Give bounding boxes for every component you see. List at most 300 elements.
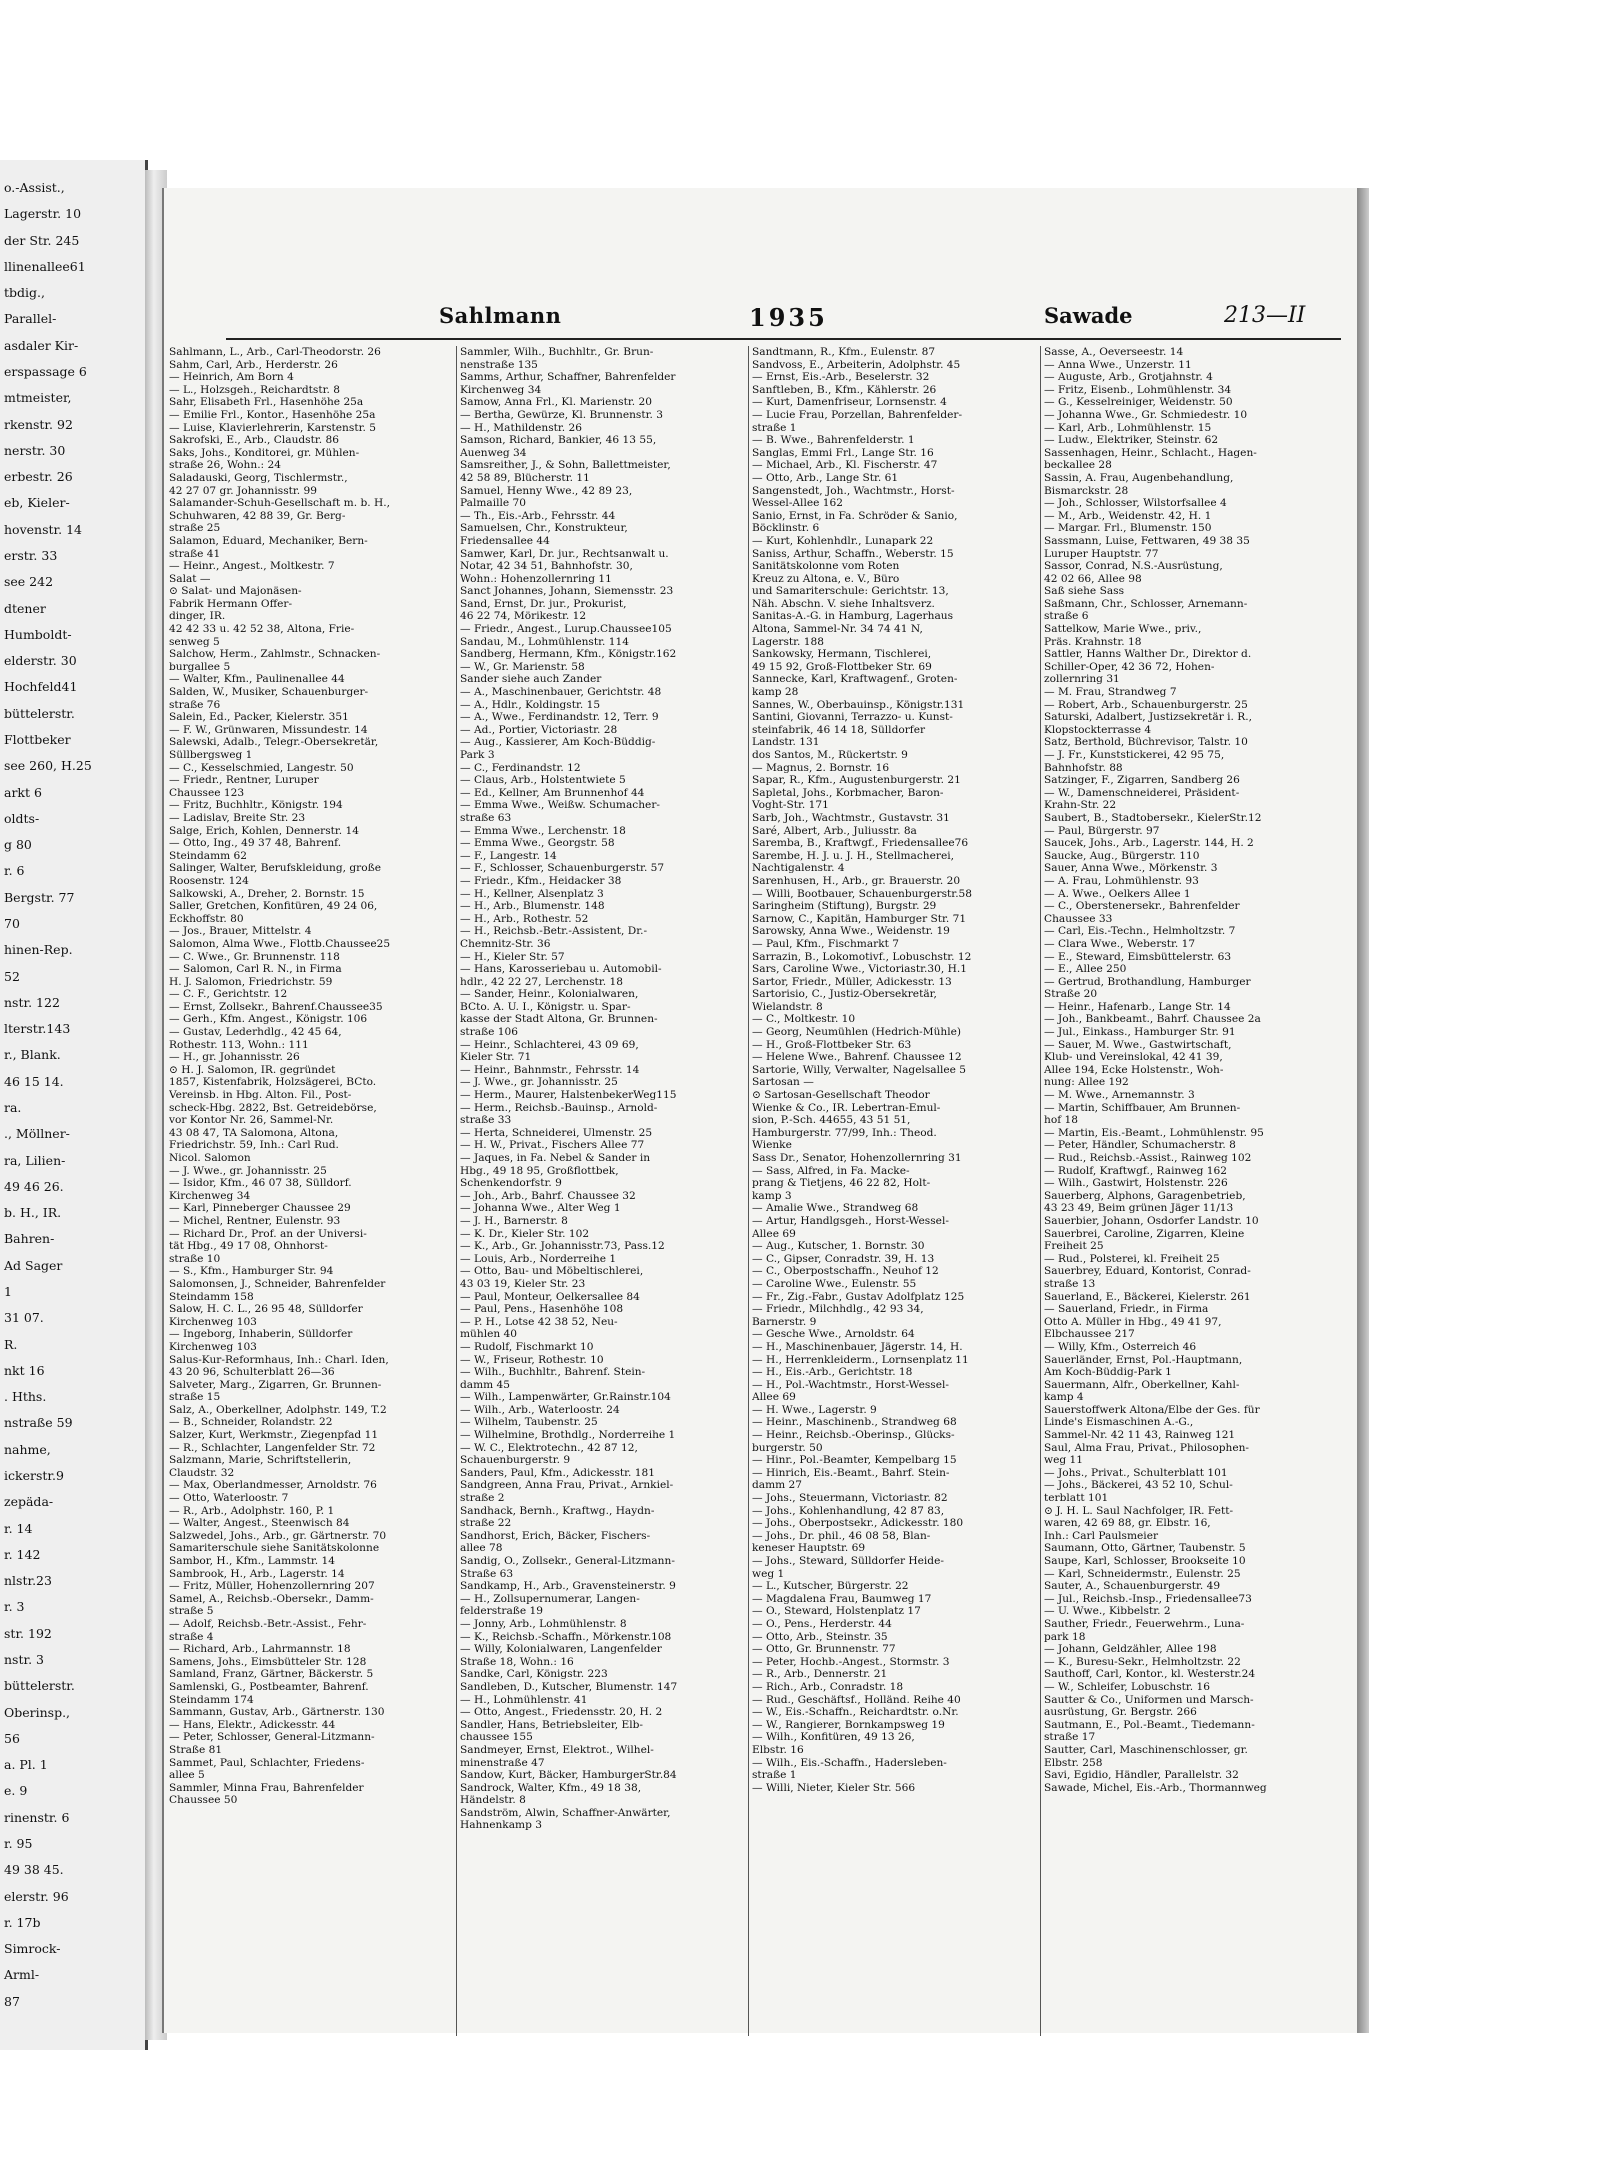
directory-entry-line: weg 11 xyxy=(1044,1454,1083,1467)
facing-page-text: oldts- xyxy=(4,810,40,826)
directory-entry-line: — Karl, Arb., Lohmühlenstr. 15 xyxy=(1044,421,1212,434)
column-separator xyxy=(456,346,457,2036)
directory-entry-line: Steindamm 158 xyxy=(169,1290,254,1303)
directory-entry-line: Hamburgerstr. 77/99, Inh.: Theod. xyxy=(752,1126,937,1139)
directory-entry-line: — Sander, Heinr., Kolonialwaren, xyxy=(460,988,639,1001)
directory-entry-line: — Martin, Schiffbauer, Am Brunnen- xyxy=(1044,1101,1241,1114)
directory-entry-line: Sauerländer, Ernst, Pol.-Hauptmann, xyxy=(1044,1353,1243,1366)
facing-page-text: r. 6 xyxy=(4,863,25,879)
directory-entry-line: Saré, Albert, Arb., Juliusstr. 8a xyxy=(752,824,917,837)
directory-entry-line: straße 33 xyxy=(460,1114,512,1127)
directory-entry-line: Steindamm 62 xyxy=(169,849,248,862)
directory-entry-line: — Willy, Kfm., Osterreich 46 xyxy=(1044,1340,1197,1353)
directory-entry-line: — Otto, Bau- und Möbeltischlerei, xyxy=(460,1265,644,1278)
directory-entry-line: Fabrik Hermann Offer- xyxy=(169,597,293,610)
directory-entry-line: Sarrazin, B., Lokomotivf., Lobuschstr. 12 xyxy=(752,950,972,963)
directory-entry-line: Böcklinstr. 6 xyxy=(752,522,820,535)
directory-entry-line: Sasse, A., Oeverseestr. 14 xyxy=(1044,346,1184,358)
facing-page-text: büttelerstr. xyxy=(4,1678,75,1694)
directory-entry-line: Salzer, Kurt, Werkmstr., Ziegenpfad 11 xyxy=(169,1429,379,1442)
directory-entry-line: Sandrock, Walter, Kfm., 49 18 38, xyxy=(460,1781,642,1794)
directory-entry-line: Sandau, M., Lohmühlenstr. 114 xyxy=(460,635,629,648)
directory-entry-line: straße 25 xyxy=(169,522,221,535)
directory-entry-line: vor Kontor Nr. 26, Sammel-Nr. xyxy=(169,1114,334,1127)
directory-entry-line: — O., Steward, Holstenplatz 17 xyxy=(752,1605,921,1618)
directory-entry-line: Altona, Sammel-Nr. 34 74 41 N, xyxy=(752,623,923,636)
directory-entry-line: mühlen 40 xyxy=(460,1328,518,1341)
directory-entry-line: straße 13 xyxy=(1044,1277,1096,1290)
directory-entry-line: Sarembe, H. J. u. J. H., Stellmacherei, xyxy=(752,849,954,862)
directory-entry-line: Salamander-Schuh-Gesellschaft m. b. H., xyxy=(169,497,390,510)
directory-entry-line: Palmaille 70 xyxy=(460,497,526,510)
facing-page-text: der Str. 245 xyxy=(4,232,80,248)
facing-page-text: Bergstr. 77 xyxy=(4,889,75,905)
directory-entry-line: — Joh., Bankbeamt., Bahrf. Chaussee 2a xyxy=(1044,1013,1261,1026)
directory-entry-line: — Otto, Waterloostr. 7 xyxy=(169,1492,289,1505)
facing-page-text: eb, Kieler- xyxy=(4,495,70,511)
directory-entry-line: weg 1 xyxy=(752,1567,785,1580)
directory-entry-line: 42 58 89, Blücherstr. 11 xyxy=(460,471,590,484)
directory-entry-line: waren, 42 69 88, gr. Elbstr. 16, xyxy=(1044,1517,1211,1530)
directory-entry-line: straße 15 xyxy=(169,1391,221,1404)
directory-entry-line: Sandleben, D., Kutscher, Blumenstr. 147 xyxy=(460,1680,678,1693)
column-separator xyxy=(748,346,749,2036)
directory-entry-line: — Wilh., Konfitüren, 49 13 26, xyxy=(752,1731,915,1744)
directory-entry-line: steinfabrik, 46 14 18, Sülldorfer xyxy=(752,723,926,736)
directory-page xyxy=(162,188,1359,2033)
directory-entry-line: Sambrook, H., Arb., Lagerstr. 14 xyxy=(169,1567,345,1580)
directory-entry-line: Sauthoff, Carl, Kontor., kl. Westerstr.24 xyxy=(1044,1668,1256,1681)
directory-entry-line: Schauenburgerstr. 9 xyxy=(460,1454,571,1467)
directory-entry-line: Sassin, A. Frau, Augenbehandlung, xyxy=(1044,471,1234,484)
facing-page-text: lterstr.143 xyxy=(4,1021,71,1037)
facing-page-text: str. 192 xyxy=(4,1625,52,1641)
directory-entry-line: — Margar. Frl., Blumenstr. 150 xyxy=(1044,522,1212,535)
directory-entry-line: Chaussee 50 xyxy=(169,1794,238,1807)
directory-entry-line: Samuel, Henny Wwe., 42 89 23, xyxy=(460,484,633,497)
directory-entry-line: minenstraße 47 xyxy=(460,1756,545,1769)
facing-page-text: rinenstr. 6 xyxy=(4,1809,70,1825)
directory-entry-line: — Jul., Einkass., Hamburger Str. 91 xyxy=(1044,1026,1236,1039)
directory-entry-line: Kreuz zu Altona, e. V., Büro xyxy=(752,572,900,585)
directory-entry-line: — C., Gipser, Conradstr. 39, H. 13 xyxy=(752,1252,935,1265)
facing-page-text: erstr. 33 xyxy=(4,548,58,563)
directory-entry-line: — M. Frau, Strandweg 7 xyxy=(1044,686,1177,699)
directory-entry-line: — K., Arb., Gr. Johannisstr.73, Pass.12 xyxy=(460,1240,665,1253)
directory-entry-line: — Johann, Geldzähler, Allee 198 xyxy=(1044,1643,1217,1656)
facing-page-text: Arml- xyxy=(4,1967,40,1983)
directory-entry-line: Sammler, Wilh., Buchhltr., Gr. Brun- xyxy=(460,346,654,358)
directory-entry-line: Sartor, Friedr., Müller, Adickesstr. 13 xyxy=(752,975,952,988)
directory-entry-line: 43 23 49, Beim grünen Jäger 11/13 xyxy=(1044,1202,1234,1215)
directory-entry-line: — J. Wwe., gr. Johannisstr. 25 xyxy=(460,1076,618,1089)
directory-entry-line: scheck-Hbg. 2822, Bst. Getreidebörse, xyxy=(169,1101,377,1114)
directory-entry-line: Saubert, B., Stadtobersekr., KielerStr.12 xyxy=(1044,811,1262,824)
directory-entry-line: — Wilh., Eis.-Schaffn., Hadersleben- xyxy=(752,1756,947,1769)
directory-entry-line: Krahn-Str. 22 xyxy=(1044,799,1117,812)
directory-entry-line: Sapar, R., Kfm., Augustenburgerstr. 21 xyxy=(752,774,961,787)
directory-entry-line: — Clara Wwe., Weberstr. 17 xyxy=(1044,937,1196,950)
directory-entry-line: Sandkamp, H., Arb., Gravensteinerstr. 9 xyxy=(460,1580,676,1593)
directory-entry-line: straße 6 xyxy=(1044,610,1089,623)
directory-entry-line: Sanders, Paul, Kfm., Adickesstr. 181 xyxy=(460,1466,656,1479)
directory-entry-line: — Peter, Händler, Schumacherstr. 8 xyxy=(1044,1139,1236,1152)
directory-entry-line: — Johs., Steuermann, Victoriastr. 82 xyxy=(752,1492,948,1505)
directory-entry-line: — H., Zollsupernumerar, Langen- xyxy=(460,1592,640,1605)
facing-page-text: nlstr.23 xyxy=(4,1573,52,1589)
directory-entry-line: Vereinsb. in Hbg. Alton. Fil., Post- xyxy=(169,1089,352,1102)
directory-entry-line: Sassenhagen, Heinr., Schlacht., Hagen- xyxy=(1044,446,1257,459)
directory-entry-line: Sandhack, Bernh., Kraftwg., Haydn- xyxy=(460,1504,655,1517)
directory-entry-line: Saks, Johs., Konditorei, gr. Mühlen- xyxy=(169,446,360,459)
directory-entry-line: — Otto, Gr. Brunnenstr. 77 xyxy=(752,1643,896,1656)
facing-page-text: r., Blank. xyxy=(4,1047,61,1063)
directory-entry-line: Voght-Str. 171 xyxy=(752,799,829,812)
directory-entry-line: — Friedr., Kfm., Heidacker 38 xyxy=(460,874,622,887)
directory-entry-line: — Otto, Arb., Steinstr. 35 xyxy=(752,1630,888,1643)
directory-entry-line: — Claus, Arb., Holstentwiete 5 xyxy=(460,774,626,787)
directory-entry-line: Sandberg, Hermann, Kfm., Königstr.162 xyxy=(460,648,677,661)
directory-entry-line: Salz, A., Oberkellner, Adolphstr. 149, T.2 xyxy=(169,1403,387,1416)
directory-entry-line: Kirchenweg 103 xyxy=(169,1315,257,1328)
directory-entry-line: — Isidor, Kfm., 46 07 38, Sülldorf. xyxy=(169,1177,352,1190)
facing-page-text: nstraße 59 xyxy=(4,1415,73,1431)
facing-page-text: zepäda- xyxy=(4,1494,54,1510)
directory-entry-line: — Aug., Kassierer, Am Koch-Büddig- xyxy=(460,736,656,749)
directory-entry-line: sion, P.-Sch. 44655, 43 51 51, xyxy=(752,1114,911,1127)
facing-page-text: R. xyxy=(4,1336,18,1352)
directory-entry-line: Nicol. Salomon xyxy=(169,1152,251,1164)
directory-entry-line: Kirchenweg 103 xyxy=(169,1340,257,1353)
directory-entry-line: — Wilhelmine, Brothdlg., Norderreihe 1 xyxy=(460,1429,676,1442)
entry-column-2 xyxy=(460,346,742,1832)
facing-page-text: Simrock- xyxy=(4,1941,61,1957)
directory-entry-line: — Otto, Angest., Friedensstr. 20, H. 2 xyxy=(460,1706,663,1719)
directory-entry-line: — Max, Oberlandmesser, Arnoldstr. 76 xyxy=(169,1479,377,1492)
directory-entry-line: Sammel-Nr. 42 11 43, Rainweg 121 xyxy=(1044,1429,1236,1442)
directory-entry-line: — Johs., Steward, Sülldorfer Heide- xyxy=(752,1555,944,1567)
directory-entry-line: Salzwedel, Johs., Arb., gr. Gärtnerstr. 70 xyxy=(169,1529,387,1542)
directory-entry-line: Saumann, Otto, Gärtner, Taubenstr. 5 xyxy=(1044,1542,1246,1555)
directory-entry-line: Hahnenkamp 3 xyxy=(460,1819,542,1832)
directory-entry-line: Saringheim (Stiftung), Burgstr. 29 xyxy=(752,900,937,913)
directory-entry-line: Salden, W., Musiker, Schauenburger- xyxy=(169,686,369,699)
facing-page-text: ra, Lilien- xyxy=(4,1152,66,1168)
directory-entry-line: — S., Kfm., Hamburger Str. 94 xyxy=(169,1265,334,1278)
directory-entry-line: Allee 69 xyxy=(752,1391,796,1404)
directory-entry-line: — Emma Wwe., Weißw. Schumacher- xyxy=(460,799,660,812)
directory-entry-line: Sattelkow, Marie Wwe., priv., xyxy=(1044,623,1202,636)
directory-entry-line: — Emilie Frl., Kontor., Hasenhöhe 25a xyxy=(169,408,376,421)
directory-entry-line: — A., Wwe., Ferdinandstr. 12, Terr. 9 xyxy=(460,711,659,724)
directory-entry-line: — W., Friseur, Rothestr. 10 xyxy=(460,1353,604,1366)
directory-entry-line: Sassmann, Luise, Fettwaren, 49 38 35 xyxy=(1044,534,1250,547)
directory-entry-line: Straße 81 xyxy=(169,1743,223,1756)
directory-entry-line: — J. Fr., Kunststickerei, 42 95 75, xyxy=(1044,749,1225,761)
directory-entry-line: Saller, Gretchen, Konfitüren, 49 24 06, xyxy=(169,900,378,913)
directory-entry-line: — Richard, Arb., Lahrmannstr. 18 xyxy=(169,1643,351,1656)
facing-page-text: 46 15 14. xyxy=(4,1073,64,1089)
directory-entry-line: Am Koch-Büddig-Park 1 xyxy=(1044,1366,1172,1379)
directory-entry-line: Sauer, Anna Wwe., Mörkenstr. 3 xyxy=(1044,862,1218,875)
directory-entry-line: Santini, Giovanni, Terrazzo- u. Kunst- xyxy=(752,711,953,724)
directory-entry-line: straße 1 xyxy=(752,421,797,434)
facing-page-text: e. 9 xyxy=(4,1783,28,1799)
directory-entry-line: Freiheit 25 xyxy=(1044,1240,1104,1253)
directory-entry-line: Salveter, Marg., Zigarren, Gr. Brunnen- xyxy=(169,1378,382,1391)
directory-entry-line: — M., Arb., Weidenstr. 42, H. 1 xyxy=(1044,509,1212,522)
directory-entry-line: — Louis, Arb., Norderreihe 1 xyxy=(460,1252,617,1265)
directory-entry-line: — Willy, Kolonialwaren, Langenfelder xyxy=(460,1643,662,1656)
directory-entry-line: — Salomon, Carl R. N., in Firma xyxy=(169,963,342,976)
directory-entry-line: — Michel, Rentner, Eulenstr. 93 xyxy=(169,1214,341,1227)
facing-page-text: nahme, xyxy=(4,1441,51,1457)
directory-entry-line: — Aug., Kutscher, 1. Bornstr. 30 xyxy=(752,1240,925,1253)
directory-entry-line: — J. Wwe., gr. Johannisstr. 25 xyxy=(169,1164,327,1177)
directory-entry-line: Saul, Alma Frau, Privat., Philosophen- xyxy=(1044,1441,1250,1454)
facing-page-text: ., Möllner- xyxy=(4,1126,70,1142)
directory-entry-line: Sammler, Minna Frau, Bahrenfelder xyxy=(169,1781,364,1794)
directory-entry-line: Sauerberg, Alphons, Garagenbetrieb, xyxy=(1044,1189,1246,1202)
directory-entry-line: Kirchenweg 34 xyxy=(460,383,542,396)
directory-entry-line: Hbg., 49 18 95, Großflottbek, xyxy=(460,1164,619,1177)
facing-page-text: elerstr. 96 xyxy=(4,1888,69,1904)
directory-entry-line: 43 03 19, Kieler Str. 23 xyxy=(460,1277,586,1290)
directory-entry-line: — Ed., Kellner, Am Brunnenhof 44 xyxy=(460,786,645,799)
directory-entry-line: Notar, 42 34 51, Bahnhofstr. 30, xyxy=(460,560,633,573)
directory-entry-line: — G., Kesselreiniger, Weidenstr. 50 xyxy=(1044,396,1233,409)
directory-entry-line: Sahm, Carl, Arb., Herderstr. 26 xyxy=(169,358,338,371)
directory-entry-line: Saremba, B., Kraftwgf., Friedensallee76 xyxy=(752,837,969,850)
directory-entry-line: — H., Kellner, Alsenplatz 3 xyxy=(460,887,604,900)
directory-entry-line: straße 26, Wohn.: 24 xyxy=(169,459,281,472)
directory-entry-line: — C., Kesselschmied, Langestr. 50 xyxy=(169,761,354,774)
directory-entry-line: — Gertrud, Brothandlung, Hamburger xyxy=(1044,975,1251,988)
directory-entry-line: nung: Allee 192 xyxy=(1044,1076,1129,1089)
background-top xyxy=(0,0,1600,160)
facing-page-text: dtener xyxy=(4,600,46,616)
directory-entry-line: Sannecke, Karl, Kraftwagenf., Groten- xyxy=(752,673,958,686)
directory-entry-line: Saucek, Johs., Arb., Lagerstr. 144, H. 2 xyxy=(1044,837,1254,850)
directory-entry-line: — W., Damenschneiderei, Präsident- xyxy=(1044,786,1240,799)
directory-entry-line: — Friedr., Angest., Lurup.Chaussee105 xyxy=(460,623,672,636)
directory-entry-line: — Johs., Dr. phil., 46 08 58, Blan- xyxy=(752,1529,931,1542)
directory-entry-line: Auenweg 34 xyxy=(460,446,527,459)
directory-entry-line: straße 17 xyxy=(1044,1731,1096,1744)
directory-entry-line: — Gesche Wwe., Arnoldstr. 64 xyxy=(752,1328,915,1341)
directory-entry-line: — B., Schneider, Rolandstr. 22 xyxy=(169,1416,333,1429)
facing-page-text: Flottbeker xyxy=(4,732,71,747)
directory-entry-line: — Rudolf, Fischmarkt 10 xyxy=(460,1340,594,1353)
directory-entry-line: — Ladislav, Breite Str. 23 xyxy=(169,811,306,824)
facing-page-text: rkenstr. 92 xyxy=(4,416,73,432)
directory-entry-line: Sauerbrey, Eduard, Kontorist, Conrad- xyxy=(1044,1265,1251,1278)
directory-entry-line: dinger, IR. xyxy=(169,610,226,623)
header-rule xyxy=(226,338,1341,340)
directory-entry-line: — Lucie Frau, Porzellan, Bahrenfelder- xyxy=(752,408,963,421)
directory-entry-line: — Karl, Pinneberger Chaussee 29 xyxy=(169,1202,351,1215)
directory-entry-line: — Wilh., Gastwirt, Holstenstr. 226 xyxy=(1044,1177,1228,1190)
facing-page-text: 87 xyxy=(4,1993,20,2009)
directory-entry-line: park 18 xyxy=(1044,1630,1086,1643)
directory-entry-line: Samow, Anna Frl., Kl. Marienstr. 20 xyxy=(460,396,652,409)
directory-entry-line: — A. Wwe., Oelkers Allee 1 xyxy=(1044,887,1191,900)
directory-entry-line: Sanitas-A.-G. in Hamburg, Lagerhaus xyxy=(752,610,954,623)
directory-entry-line: — W., Rangierer, Bornkampsweg 19 xyxy=(752,1718,945,1731)
directory-entry-line: hof 18 xyxy=(1044,1114,1078,1127)
facing-page-text: ickerstr.9 xyxy=(4,1468,64,1483)
directory-entry-line: — Michael, Arb., Kl. Fischerstr. 47 xyxy=(752,459,938,472)
directory-entry-line: Satzinger, F., Zigarren, Sandberg 26 xyxy=(1044,774,1240,787)
directory-entry-line: — C. F., Gerichtstr. 12 xyxy=(169,988,288,1001)
facing-page-text: Bahren- xyxy=(4,1231,55,1247)
directory-entry-line: Wessel-Allee 162 xyxy=(752,497,843,510)
directory-entry-line: Sand, Ernst, Dr. jur., Prokurist, xyxy=(460,597,627,610)
directory-entry-line: — C., Moltkestr. 10 xyxy=(752,1013,856,1026)
directory-entry-line: Sarowsky, Anna Wwe., Weidenstr. 19 xyxy=(752,925,950,938)
facing-page-text: o.-Assist., xyxy=(4,180,65,195)
directory-entry-line: dos Santos, M., Rückertstr. 9 xyxy=(752,749,908,761)
directory-entry-line: burgerstr. 50 xyxy=(752,1441,823,1454)
facing-page-text: erspassage 6 xyxy=(4,364,87,379)
directory-entry-line: — Otto, Arb., Lange Str. 61 xyxy=(752,471,899,484)
directory-entry-line: — Kurt, Kohlenhdlr., Lunapark 22 xyxy=(752,534,934,547)
directory-entry-line: Savi, Egidio, Händler, Parallelstr. 32 xyxy=(1044,1769,1239,1782)
directory-entry-line: Sarenhusen, H., Arb., gr. Brauerstr. 20 xyxy=(752,874,961,887)
directory-entry-line: Samuelsen, Chr., Konstrukteur, xyxy=(460,522,628,535)
directory-entry-line: Wielandstr. 8 xyxy=(752,1000,823,1013)
directory-entry-line: — H., Pol.-Wachtmstr., Horst-Wessel- xyxy=(752,1378,949,1391)
entry-column-3 xyxy=(752,346,1034,1794)
facing-page-text: erbestr. 26 xyxy=(4,469,73,485)
facing-page-text: 56 xyxy=(4,1730,20,1746)
page-edge xyxy=(1357,188,1369,2033)
directory-entry-line: — B. Wwe., Bahrenfelderstr. 1 xyxy=(752,434,915,447)
page-header xyxy=(164,303,1359,343)
directory-entry-line: — C., Ferdinandstr. 12 xyxy=(460,761,581,774)
directory-entry-line: Straße 18, Wohn.: 16 xyxy=(460,1655,574,1668)
directory-entry-line: — H., Groß-Flottbeker Str. 63 xyxy=(752,1038,912,1051)
directory-entry-line: Roosenstr. 124 xyxy=(169,874,249,887)
directory-entry-line: — Rudolf, Kraftwgf., Rainweg 162 xyxy=(1044,1164,1228,1177)
directory-entry-line: Bismarckstr. 28 xyxy=(1044,484,1129,497)
directory-entry-line: Salat — xyxy=(169,572,211,585)
directory-entry-line: 46 22 74, Mörikestr. 12 xyxy=(460,610,587,623)
directory-entry-line: und Samariterschule: Gerichtstr. 13, xyxy=(752,585,949,598)
directory-entry-line: — Emma Wwe., Georgstr. 58 xyxy=(460,837,615,850)
directory-entry-line: Rothestr. 113, Wohn.: 111 xyxy=(169,1038,309,1051)
directory-entry-line: Sandgreen, Anna Frau, Privat., Arnkiel- xyxy=(460,1479,674,1492)
directory-entry-line: Kieler Str. 71 xyxy=(460,1051,532,1064)
directory-entry-line: Friedensallee 44 xyxy=(460,534,550,547)
directory-entry-line: — R., Arb., Dennerstr. 21 xyxy=(752,1668,888,1681)
facing-page-text: Ad Sager xyxy=(4,1257,63,1273)
directory-entry-line: Schuhwaren, 42 88 39, Gr. Berg- xyxy=(169,509,346,522)
directory-entry-line: — Peter, Schlosser, General-Litzmann- xyxy=(169,1731,375,1744)
directory-entry-line: — Richard Dr., Prof. an der Universi- xyxy=(169,1227,367,1240)
directory-entry-line: — R., Arb., Adolphstr. 160, P. 1 xyxy=(169,1504,335,1517)
header-left-word: Sahlmann xyxy=(439,303,562,328)
directory-entry-line: — Fritz, Buchhltr., Königstr. 194 xyxy=(169,799,343,812)
directory-entry-line: Salge, Erich, Kohlen, Dennerstr. 14 xyxy=(169,824,360,837)
directory-entry-line: — Emma Wwe., Lerchenstr. 18 xyxy=(460,824,626,837)
directory-entry-line: Wienke & Co., IR. Lebertran-Emul- xyxy=(752,1101,941,1114)
directory-entry-line: — W., Eis.-Schaffn., Reichardtstr. o.Nr. xyxy=(752,1706,959,1719)
directory-entry-line: beckallee 28 xyxy=(1044,459,1112,472)
directory-entry-line: Saupe, Karl, Schlosser, Brookseite 10 xyxy=(1044,1555,1246,1567)
directory-entry-line: — H., Mathildenstr. 26 xyxy=(460,421,583,434)
directory-entry-line: straße 22 xyxy=(460,1517,512,1530)
directory-entry-line: — Walter, Kfm., Paulinenallee 44 xyxy=(169,673,345,686)
directory-entry-line: 43 08 47, TA Salomona, Altona, xyxy=(169,1126,339,1139)
facing-page-text: see 242 xyxy=(4,574,54,590)
directory-entry-line: — E., Steward, Eimsbüttelerstr. 63 xyxy=(1044,950,1232,963)
directory-entry-line: — Rud., Polsterei, kl. Freiheit 25 xyxy=(1044,1252,1220,1265)
directory-entry-line: — Hinrich, Eis.-Beamt., Bahrf. Stein- xyxy=(752,1466,950,1479)
directory-entry-line: Straße 20 xyxy=(1044,988,1098,1001)
directory-entry-line: — Willi, Nieter, Kieler Str. 566 xyxy=(752,1781,916,1794)
directory-entry-line: — Caroline Wwe., Eulenstr. 55 xyxy=(752,1277,917,1290)
directory-entry-line: Sauermann, Alfr., Oberkellner, Kahl- xyxy=(1044,1378,1240,1391)
directory-entry-line: Sandhorst, Erich, Bäcker, Fischers- xyxy=(460,1529,651,1542)
facing-page-text: a. Pl. 1 xyxy=(4,1757,48,1773)
directory-entry-line: Saß siehe Sass xyxy=(1044,585,1125,598)
directory-entry-line: — Johs., Privat., Schulterblatt 101 xyxy=(1044,1466,1228,1479)
directory-entry-line: — Wilh., Lampenwärter, Gr.Rainstr.104 xyxy=(460,1391,671,1404)
directory-entry-line: Saßmann, Chr., Schlosser, Arnemann- xyxy=(1044,597,1248,610)
directory-entry-line: Allee 69 xyxy=(752,1227,796,1240)
directory-entry-line: Sanftleben, B., Kfm., Kählerstr. 26 xyxy=(752,383,937,396)
facing-page-text: hovenstr. 14 xyxy=(4,521,82,537)
directory-entry-line: H. J. Salomon, Friedrichstr. 59 xyxy=(169,975,333,988)
directory-entry-line: — Anna Wwe., Unzerstr. 11 xyxy=(1044,358,1192,371)
facing-page-text: nstr. 3 xyxy=(4,1652,44,1667)
directory-entry-line: Sarb, Joh., Wachtmstr., Gustavstr. 31 xyxy=(752,811,950,824)
directory-entry-line: — Georg, Neumühlen (Hedrich-Mühle) xyxy=(752,1026,962,1039)
directory-entry-line: Näh. Abschn. V. siehe Inhaltsverz. xyxy=(752,597,935,610)
directory-entry-line: Wohn.: Hohenzollernring 11 xyxy=(460,572,612,585)
directory-entry-line: — Jonny, Arb., Lohmühlenstr. 8 xyxy=(460,1617,627,1630)
directory-entry-line: Salinger, Walter, Berufskleidung, große xyxy=(169,862,381,875)
directory-entry-line: — Herm., Reichsb.-Bauinsp., Arnold- xyxy=(460,1101,658,1114)
directory-entry-line: Sandler, Hans, Betriebsleiter, Elb- xyxy=(460,1718,643,1731)
directory-entry-line: — H. W., Privat., Fischers Allee 77 xyxy=(460,1139,645,1152)
directory-entry-line: — Walter, Angest., Steenwisch 84 xyxy=(169,1517,350,1530)
facing-page-text: hinen-Rep. xyxy=(4,942,73,958)
directory-entry-line: 49 15 92, Groß-Flottbeker Str. 69 xyxy=(752,660,932,673)
directory-entry-line: — Heinr., Schlachterei, 43 09 69, xyxy=(460,1038,639,1051)
directory-entry-line: 42 27 07 gr. Johannisstr. 99 xyxy=(169,484,318,497)
directory-entry-line: — Hinr., Pol.-Beamter, Kempelbarg 15 xyxy=(752,1454,957,1467)
directory-entry-line: Luruper Hauptstr. 77 xyxy=(1044,547,1159,560)
directory-entry-line: — Ludw., Elektriker, Steinstr. 62 xyxy=(1044,434,1219,447)
directory-entry-line: — Auguste, Arb., Grotjahnstr. 4 xyxy=(1044,371,1213,384)
directory-entry-line: Schiller-Oper, 42 36 72, Hohen- xyxy=(1044,660,1215,673)
column-separator xyxy=(1040,346,1041,2036)
directory-entry-line: Claudstr. 32 xyxy=(169,1466,235,1479)
directory-entry-line: — Jaques, in Fa. Nebel & Sander in xyxy=(460,1152,651,1164)
directory-entry-line: Sandke, Carl, Königstr. 223 xyxy=(460,1668,608,1681)
directory-entry-line: — Ad., Portier, Victoriastr. 28 xyxy=(460,723,618,736)
facing-page-text: 49 46 26. xyxy=(4,1178,64,1194)
directory-entry-line: Sandow, Kurt, Bäcker, HamburgerStr.84 xyxy=(460,1769,677,1782)
directory-entry-line: — Fritz, Müller, Hohenzollernring 207 xyxy=(169,1580,375,1593)
directory-entry-line: — Hans, Elektr., Adickesstr. 44 xyxy=(169,1718,336,1731)
directory-entry-line: — H., Maschinenbauer, Jägerstr. 14, H. xyxy=(752,1340,963,1353)
directory-entry-line: Salein, Ed., Packer, Kielerstr. 351 xyxy=(169,711,349,724)
directory-entry-line: straße 41 xyxy=(169,547,221,560)
facing-page-text: elderstr. 30 xyxy=(4,653,77,669)
